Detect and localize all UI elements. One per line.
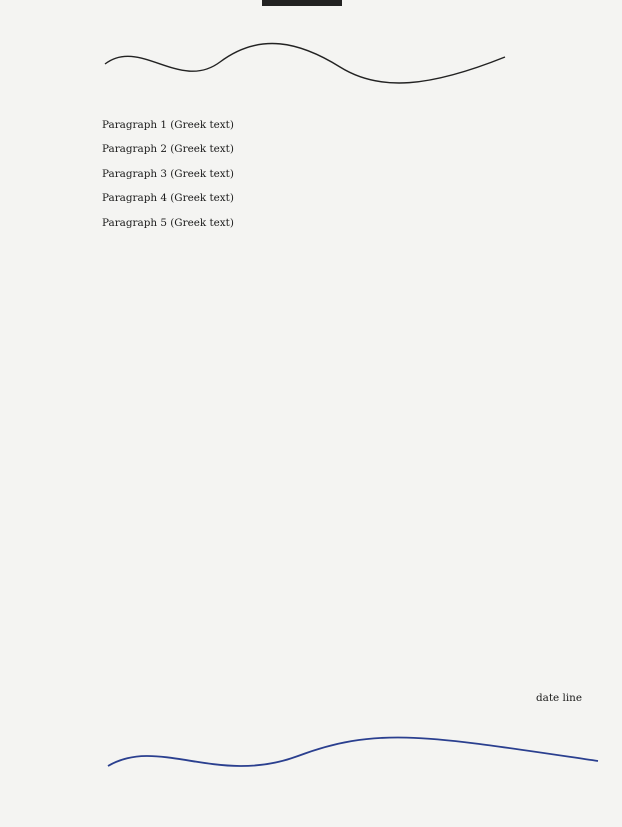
- paragraph: Paragraph 4 (Greek text): [102, 192, 234, 205]
- date-line: date line: [536, 692, 582, 704]
- paragraph: Paragraph 1 (Greek text): [102, 119, 234, 131]
- signature: [98, 716, 608, 796]
- seal-monogram: [100, 32, 510, 96]
- paragraph: Paragraph 2 (Greek text): [102, 143, 234, 156]
- top-bar: [262, 0, 342, 6]
- letter-body: [78, 118, 590, 240]
- paragraph: Paragraph 5 (Greek text): [102, 216, 234, 229]
- paragraph: Paragraph 3 (Greek text): [102, 167, 234, 180]
